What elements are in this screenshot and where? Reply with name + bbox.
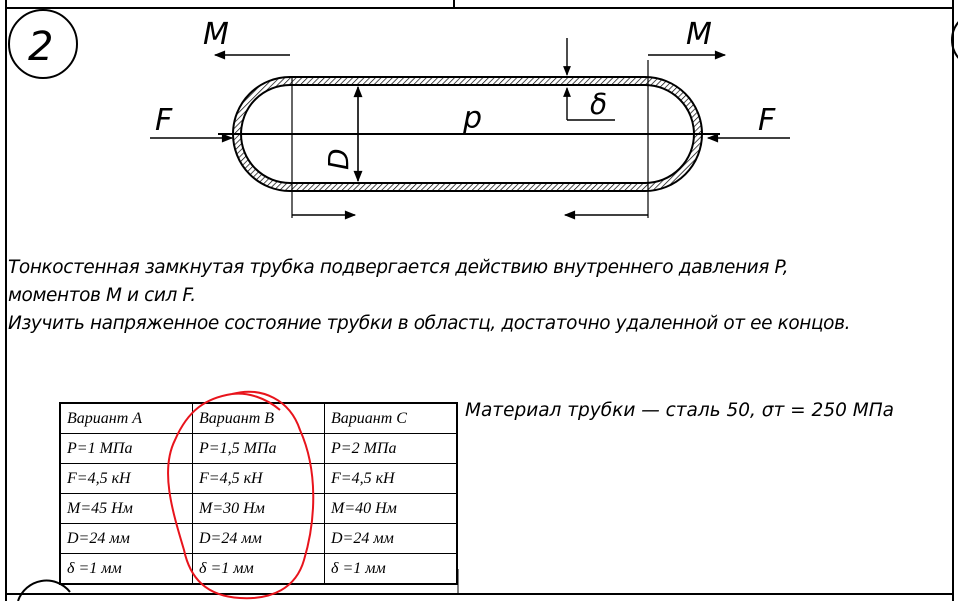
variants-table (59, 402, 458, 585)
problem-number: 2 (28, 24, 54, 70)
table-cell: F=4,5 кН (325, 464, 458, 494)
table-cell: M=30 Нм (193, 494, 325, 524)
diameter-label: D (322, 148, 355, 170)
table-row (60, 403, 457, 434)
table-cell: D=24 мм (325, 524, 458, 554)
table-row (60, 464, 457, 494)
pressure-label: p (463, 101, 483, 136)
table-row (60, 494, 457, 524)
table-cell: δ =1 мм (193, 554, 325, 585)
table-cell: M=45 Нм (60, 494, 193, 524)
table-row (60, 554, 457, 585)
force-right-label: F (758, 103, 776, 138)
table-row (60, 434, 457, 464)
task-line-3: Изучить напряженное состояние трубки в областц, достаточно удаленной от ее концов. (8, 313, 851, 334)
table-cell: D=24 мм (193, 524, 325, 554)
force-left-label: F (155, 103, 173, 138)
table-row (60, 524, 457, 554)
table-cell: D=24 мм (60, 524, 193, 554)
table-cell: Вариант A (60, 403, 193, 434)
table-cell: Вариант B (193, 403, 325, 434)
table-cell: δ =1 мм (325, 554, 458, 585)
table-cell: F=4,5 кН (60, 464, 193, 494)
table-cell: δ =1 мм (60, 554, 193, 585)
task-line-1: Тонкостенная замкнутая трубка подвергается действию внутреннего давления P, (8, 257, 789, 278)
table-cell: P=2 МПа (325, 434, 458, 464)
thickness-label: δ (590, 88, 608, 121)
table-cell: P=1,5 МПа (193, 434, 325, 464)
material-text: Материал трубки — сталь 50, σт = 250 МПа (465, 400, 894, 421)
task-line-2: моментов M и сил F. (8, 285, 196, 306)
table-cell: P=1 МПа (60, 434, 193, 464)
table-cell: M=40 Нм (325, 494, 458, 524)
moment-left-label: M (203, 17, 229, 52)
moment-right-label: M (686, 17, 712, 52)
table-cell: Вариант C (325, 403, 458, 434)
table-cell: F=4,5 кН (193, 464, 325, 494)
